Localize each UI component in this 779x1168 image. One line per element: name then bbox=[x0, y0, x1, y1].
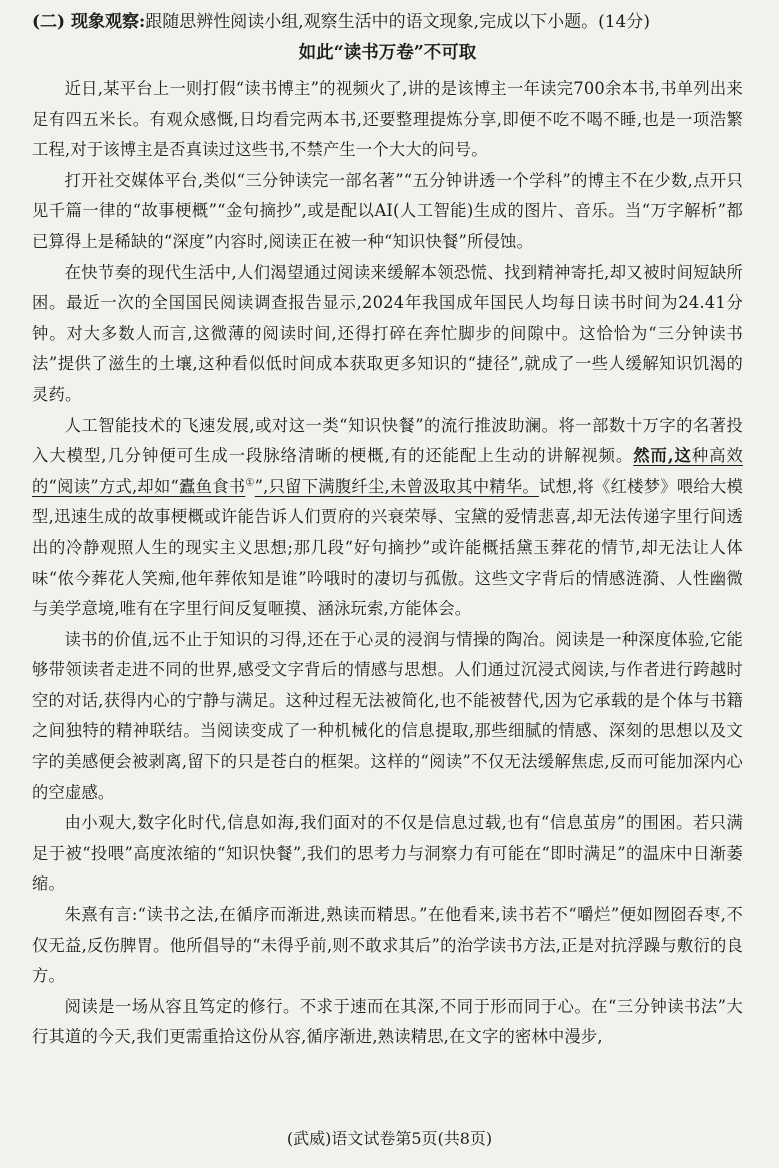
paragraph-6: 由小观大,数字化时代,信息如海,我们面对的不仅是信息过载,也有“信息茧房”的围困。若只满足于被“投喂”高度浓缩的“知识快餐”,我们的思考力与洞察力有可能在“即时满足”的温床中日渐萎缩。 bbox=[32, 813, 743, 894]
paragraph-3: 在快节奏的现代生活中,人们渴望通过阅读来缓解本领恐慌、找到精神寄托,却又被时间短缺所困。最近一次的全国国民阅读调查报告显示,2024年我国成年国民人均每日读书时间为24.41分钟。对大多数人而言,这微薄的阅读时间,还得打碎在奔忙脚步的间隙中。这恰恰为“三分钟读书法”提供了滋生的土壤,这种看似低时间成本获取更多知识的“捷径”,就成了一些人缓解知识饥渴的灵药。 bbox=[32, 262, 743, 404]
article-title: 如此“读书万卷”不可取 bbox=[298, 43, 477, 63]
underlined-sentence-middle: 种高效的“阅读”方式,却如“蠹鱼食书 bbox=[32, 446, 743, 496]
footnote-marker: ① bbox=[245, 477, 255, 489]
paragraph-4-lead: 人工智能技术的飞速发展,或对这一类“知识快餐”的流行推波助澜。将一部数十万字的名著投入大模型,几分钟便可生成一段脉络清晰的梗概,有的还能配上生动的讲解视频。 bbox=[32, 415, 743, 466]
paragraph-5: 读书的价值,远不止于知识的习得,还在于心灵的浸润与情操的陶冶。阅读是一种深度体验,它能够带领读者走进不同的世界,感受文字背后的情感与思想。人们通过沉浸式阅读,与作者进行跨越时空的对话,获得内心的宁静与满足。这种过程无法被简化,也不能被替代,因为它承载的是个体与书籍之间独特的精神联结。当阅读变成了一种机械化的信息提取,那些细腻的情感、深刻的思想以及文字的美感便会被剥离,留下的只是苍白的框架。这样的“阅读”不仅无法缓解焦虑,反而可能加深内心的空虚感。 bbox=[32, 629, 743, 802]
paragraph-7: 朱熹有言:“读书之法,在循序而渐进,熟读而精思。”在他看来,读书若不“嚼烂”便如囫囵吞枣,不仅无益,反伤脾胃。他所倡导的“未得乎前,则不敢求其后”的治学读书方法,正是对抗浮躁与敷衍的良方。 bbox=[32, 905, 743, 986]
section-label: (二) 现象观察: bbox=[32, 12, 146, 32]
underlined-sentence-end: ”,只留下满腹纤尘,未曾汲取其中精华。 bbox=[254, 476, 539, 496]
section-instruction: 跟随思辨性阅读小组,观察生活中的语文现象,完成以下小题。(14分) bbox=[145, 12, 650, 32]
section-header bbox=[32, 10, 743, 34]
page-footer: (武威)语文试卷第5页(共8页) bbox=[286, 1129, 493, 1148]
paragraph-8: 阅读是一场从容且笃定的修行。不求于速而在其深,不同于形而同于心。在“三分钟读书法”大行其道的今天,我们更需重拾这份从容,循序渐进,熟读精思,在文字的密林中漫步, bbox=[32, 996, 743, 1047]
paragraph-4-rest: 试想,将《红楼梦》喂给大模型,迅速生成的故事梗概或许能告诉人们贾府的兴衰荣辱、宝黛的爱情悲喜,却无法传递字里行间透出的冷静观照人生的现实主义思想;那几段“好句摘抄”或许能概括黛玉葬花的情节,却无法让人体味“侬今葬花人笑痴,他年葬侬知是谁”吟哦时的凄切与孤傲。这些文字背后的情感涟漪、人性幽微与美学意境,唯有在字里行间反复咂摸、涵泳玩索,方能体会。 bbox=[32, 476, 744, 619]
paragraph-1: 近日,某平台上一则打假“读书博主”的视频火了,讲的是该博主一年读完700余本书,书单列出来足有四五米长。有观众感慨,日均看完两本书,还要整理提炼分享,即便不吃不喝不睡,也是一项浩繁工程,对于该博主是否真读过这些书,不禁产生一个大大的问号。 bbox=[32, 79, 743, 160]
paragraph-2: 打开社交媒体平台,类似“三分钟读完一部名著”“五分钟讲透一个学科”的博主不在少数,点开只见千篇一律的“故事梗概”“金句摘抄”,或是配以AI(人工智能)生成的图片、音乐。当“万字解析”都已算得上是稀缺的“深度”内容时,阅读正在被一种“知识快餐”所侵蚀。 bbox=[32, 170, 743, 251]
paragraph-4 bbox=[32, 411, 743, 625]
underlined-sentence-start: 然而,这 bbox=[633, 446, 692, 466]
